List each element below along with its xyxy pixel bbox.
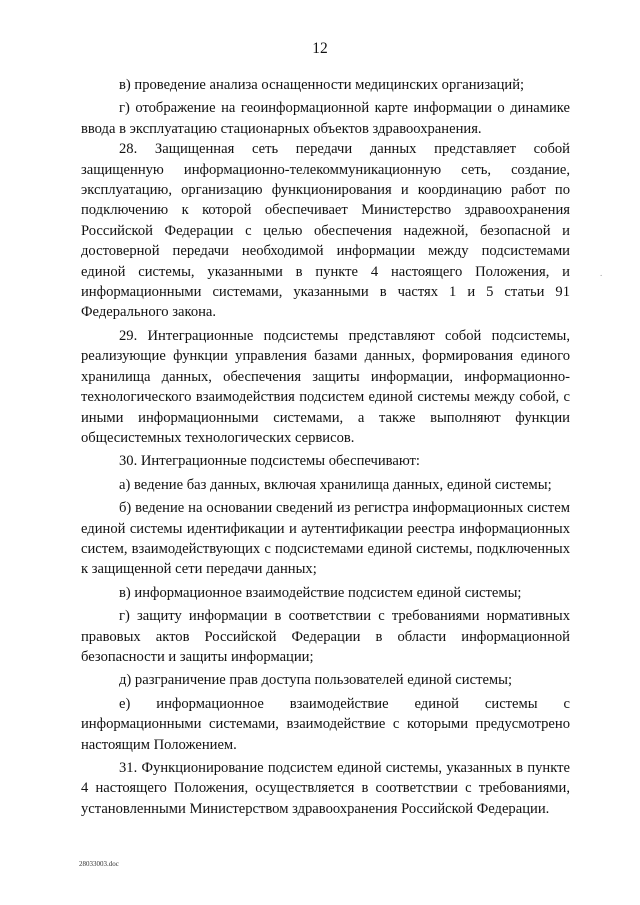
paragraph-30-b: б) ведение на основании сведений из регистра информационных систем единой системы идентификации и аутентификации реестра информационных систем, взаимодействующих с подсистемами единой системы, подключенных к защищенной сети передачи данных; [81, 500, 570, 578]
page-number: 12 [312, 40, 328, 57]
footer-filename: 28033003.doc [79, 860, 119, 868]
paragraph-item-g: г) отображение на геоинформационной карте информации о динамике ввода в эксплуатацию стационарных объектов здравоохранения. [81, 100, 570, 137]
paragraph-29: 29. Интеграционные подсистемы представляют собой подсистемы, реализующие функции управления базами данных, формирования единого хранилища данных, обеспечения защиты информации, информационно-технологического взаимодействия подсистем единой системы между собой, с иными информационными системами, а также выполняют функции общесистемных технологических сервисов. [81, 327, 570, 446]
paragraph-30-v: в) информационное взаимодействие подсистем единой системы; [119, 584, 522, 601]
margin-mark: . [600, 268, 603, 278]
paragraph-30: 30. Интеграционные подсистемы обеспечивают: [119, 453, 420, 470]
paragraph-30-e: е) информационное взаимодействие единой системы с информационными системами, взаимодействие с которыми предусмотрено настоящим Положением. [81, 695, 570, 753]
paragraph-30-g: г) защиту информации в соответствии с требованиями нормативных правовых актов Российской Федерации в области информационной безопасности и защиты информации; [81, 608, 570, 665]
paragraph-28: 28. Защищенная сеть передачи данных представляет собой защищенную информационно-телекоммуникационную сеть, создание, эксплуатацию, организацию функционирования и координацию работ по подключению к которой обеспечивает Министерство здравоохранения Российской Федерации с целью обеспечения надежной, безопасной и достоверной передачи необходимой информации между подсистемами единой системы, указанными в пункте 4 настоящего Положения, и информационными системами, указанными в частях 1 и 5 статьи 91 Федерального закона. [81, 141, 570, 321]
paragraph-item-v: в) проведение анализа оснащенности медицинских организаций; [119, 77, 525, 93]
document-body [81, 75, 570, 819]
paragraph-30-d: д) разграничение прав доступа пользователей единой системы; [119, 672, 513, 689]
paragraph-30-a: а) ведение баз данных, включая хранилища данных, единой системы; [119, 476, 552, 493]
paragraph-31: 31. Функционирование подсистем единой системы, указанных в пункте 4 настоящего Положения, осуществляется в соответствии с требованиями, установленными Министерством здравоохранения Российской Федерации. [81, 760, 570, 817]
